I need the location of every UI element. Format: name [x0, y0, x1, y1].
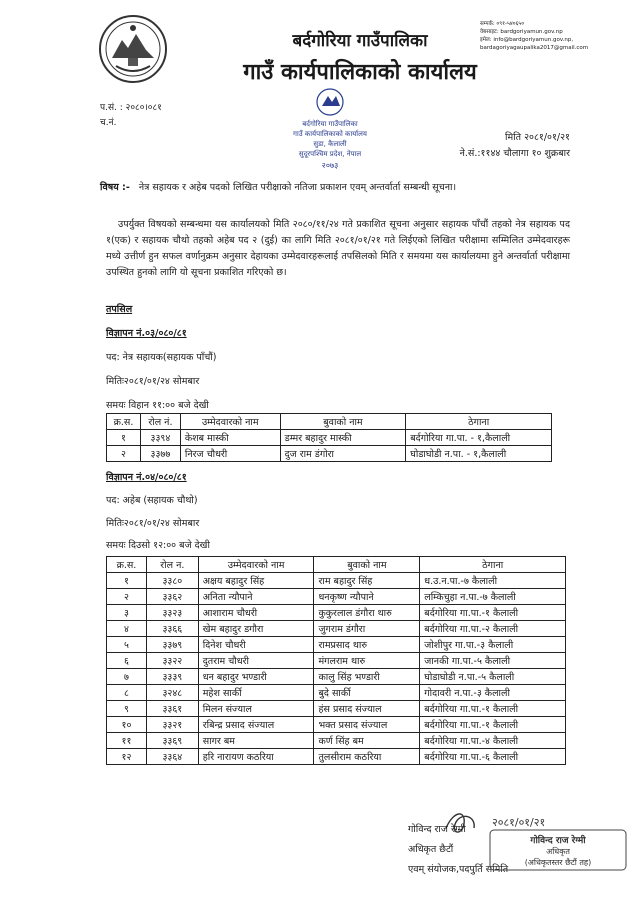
cell-sn: ७ [107, 669, 147, 685]
cell-name: दिनेश चौधरी [198, 637, 314, 653]
cell-roll: ३३३९ [146, 669, 198, 685]
cell-name: निरज चौधरी [180, 446, 280, 462]
stamp-year: २०७३ [321, 161, 339, 170]
table-row [107, 701, 566, 717]
cell-address: बर्दगोरिया गा.पा.-१ कैलाली [420, 605, 566, 621]
cell-address: बर्दगोरिया गा.पा.-६ कैलाली [420, 749, 566, 765]
contact-gmail: bardagoriyagaupalika2017@gmail.com [480, 45, 589, 51]
cell-sn: ३ [107, 605, 147, 621]
stamp-line2: गाउँ कार्यपालिकाको कार्यालय [293, 130, 367, 138]
cell-sn: ४ [107, 621, 147, 637]
section2-vigyapan: विज्ञापन नं.०४/०८०/८१ [106, 472, 187, 483]
cell-address: लम्किचुहा न.पा.-७ कैलाली [420, 589, 566, 605]
cell-father: डम्मर बहादुर मास्की [280, 430, 406, 446]
table-header-row [107, 557, 566, 573]
cell-roll: ३३७९ [146, 637, 198, 653]
cell-father: जुगराम डंगौरा [314, 621, 420, 637]
col-father: बुवाको नाम [314, 557, 420, 573]
cell-name: अनिता न्यौपाने [198, 589, 314, 605]
nepal-emblem-logo [98, 14, 168, 84]
cell-sn: ८ [107, 685, 147, 701]
cell-sn: १० [107, 717, 147, 733]
table-row [107, 653, 566, 669]
subject-text: नेत्र सहायक र अहेब पदको लिखित परीक्षाको नतिजा प्रकाशन एवम् अन्तर्वार्ता सम्बन्धी सूचना। [138, 182, 457, 193]
table-row [107, 749, 566, 765]
col-roll: रोल नं. [140, 414, 180, 430]
signatory-post: अधिकृत छैटौं [408, 844, 454, 855]
table-row [107, 446, 552, 462]
cell-roll: ३३६१ [146, 701, 198, 717]
cell-name: रबिन्द्र प्रसाद संज्याल [198, 717, 314, 733]
cell-roll: ३३२१ [146, 717, 198, 733]
stamp-line1: बर्दगोरिया गाउँपालिका [302, 120, 358, 128]
handwritten-date: २०८१/०१/२१ [492, 816, 546, 829]
date: मिति २०८१/०१/२१ [505, 132, 570, 143]
contact-phone: सम्पर्क: ०९१-५४०६५० [480, 21, 525, 27]
cell-address: ध.उ.न.पा.-७ कैलाली [420, 573, 566, 589]
cell-father: धनकृष्ण न्यौपाने [314, 589, 420, 605]
cell-sn: ५ [107, 637, 147, 653]
stamp-level: (अधिकृतस्तर छैटौं तह) [524, 858, 592, 867]
cell-father: भक्त प्रसाद संज्याल [314, 717, 420, 733]
cell-father: हंस प्रसाद संज्याल [314, 701, 420, 717]
table-row [107, 717, 566, 733]
stamp-line3: सुडा, कैलाली [313, 140, 347, 148]
section1-vigyapan: विज्ञापन नं.०३/०८०/८१ [106, 328, 187, 339]
cell-roll: ३३६९ [146, 733, 198, 749]
cell-roll: ३३६४ [146, 749, 198, 765]
cell-roll: ३३६६ [146, 621, 198, 637]
org-line2: गाउँ कार्यपालिकाको कार्यालय [243, 60, 477, 85]
cell-roll: ३३२३ [146, 605, 198, 621]
signatory-stamp [460, 828, 630, 874]
cell-sn: १ [107, 573, 147, 589]
cell-address: बर्दगोरिया गा.पा.-१ कैलाली [420, 717, 566, 733]
cell-father: रामप्रसाद थारु [314, 637, 420, 653]
table-row [107, 605, 566, 621]
col-address: ठेगाना [420, 557, 566, 573]
table-row [107, 589, 566, 605]
cell-roll: ३३८० [146, 573, 198, 589]
cell-address: गोदावरी न.पा.-३ कैलाली [420, 685, 566, 701]
table-row [107, 430, 552, 446]
cell-name: हरि नारायण कठरिया [198, 749, 314, 765]
col-sn: क्र.स. [107, 414, 141, 430]
stamp-name: गोविन्द राज रेग्मी [530, 836, 586, 846]
cell-sn: २ [107, 446, 141, 462]
cell-roll: ३३९४ [140, 430, 180, 446]
cell-father: बुदे सार्की [314, 685, 420, 701]
section1-table [106, 413, 552, 462]
col-roll: रोल न. [146, 557, 198, 573]
section2-pad: पद: अहेब (सहायक चौथो) [106, 495, 198, 506]
office-stamp [280, 86, 380, 178]
stamp-post: अधिकृत [546, 847, 570, 856]
signatory-role: एवम् संयोजक,पदपुर्ति समिति [408, 864, 509, 875]
cell-address: बर्दगोरिया गा.पा.-४ कैलाली [420, 733, 566, 749]
subject-label: विषय :- [100, 182, 130, 193]
cell-name: मिलन संज्याल [198, 701, 314, 717]
cell-sn: १२ [107, 749, 147, 765]
cell-father: मंगलराम थारु [314, 653, 420, 669]
cell-name: अक्षय बहादुर सिंह [198, 573, 314, 589]
table-row [107, 621, 566, 637]
section1-samay: समयः विहान ११:०० बजे देखी [106, 400, 209, 411]
col-name: उम्मेदवारको नाम [180, 414, 280, 430]
section1-pad: पद: नेत्र सहायक(सहायक पाँचौं) [106, 352, 217, 363]
cell-father: राम बहादुर सिंह [314, 573, 420, 589]
cell-roll: ३२४८ [146, 685, 198, 701]
cell-name: दुतराम चौधरी [198, 653, 314, 669]
cell-sn: ११ [107, 733, 147, 749]
col-father: बुवाको नाम [280, 414, 406, 430]
cell-sn: ६ [107, 653, 147, 669]
table-row [107, 669, 566, 685]
cell-name: सागर बम [198, 733, 314, 749]
cell-address: घोडाघोडी न.पा. - १,कैलाली [406, 446, 552, 462]
body-text: उपर्युक्त विषयको सम्बन्धमा यस कार्यालयको मिति २०८०/११/२४ गते प्रकाशित सूचना अनुसार सहायक पाँचौं तहको नेत्र सहायक पद १(एक) र सहायक चौथो तहको अहेब पद २ (दुई) का लागि मिति २०८१/०१/२१ गते लिईएको लिखित परीक्षामा सम्मिलित उम्मेदवारहरू मध्ये उत्तीर्ण हुन सफल वर्णानुक्रम अनुसार देहायका उम्मेदवारहरूलाई तपसिलको मिति र समयमा यस कार्यालयमा हुने अन्तर्वार्ता परीक्षामा उपस्थित हुनको लागि यो सूचना प्रकाशित गरिएको छ। [106, 219, 570, 278]
table-row [107, 685, 566, 701]
cell-name: महेश सार्की [198, 685, 314, 701]
body-paragraph [106, 217, 570, 281]
cell-roll: ३३२२ [146, 653, 198, 669]
cell-father: दुज राम डंगोरा [280, 446, 406, 462]
subject-line [100, 180, 620, 193]
col-name: उम्मेदवारको नाम [198, 557, 314, 573]
cell-address: बर्दगोरिया गा.पा. - १,कैलाली [406, 430, 552, 446]
section2-table [106, 556, 566, 765]
table-row [107, 573, 566, 589]
table-row [107, 637, 566, 653]
contact-block [480, 20, 640, 52]
cell-roll: ३३७७ [140, 446, 180, 462]
stamp-line4: सुदूरपश्चिम प्रदेश, नेपाल [298, 150, 362, 158]
contact-email: इमेल: info@bardgoriyamun.gov.np, [480, 37, 574, 43]
col-address: ठेगाना [406, 414, 552, 430]
nepal-sambat-date: ने.सं.:११४४ चौलागा १० शुक्रबार [459, 148, 570, 159]
table-header-row [107, 414, 552, 430]
cell-address: घोडाघोडी न.पा.-५ कैलाली [420, 669, 566, 685]
tapsil-heading: तपसिल [106, 304, 133, 315]
section1-miti: मितिः२०८१/०१/२४ सोमबार [106, 376, 200, 387]
cell-address: बर्दगोरिया गा.पा.-२ कैलाली [420, 621, 566, 637]
section2-samay: समयः दिउसो १२:०० बजे देखी [106, 540, 210, 551]
table-row [107, 733, 566, 749]
cell-address: बर्दगोरिया गा.पा.-१ कैलाली [420, 701, 566, 717]
cell-father: तुलसीराम कठरिया [314, 749, 420, 765]
section2-miti: मितिः२०८१/०१/२४ सोमबार [106, 518, 200, 529]
cell-name: धन बहादुर भण्डारी [198, 669, 314, 685]
cell-roll: ३३६२ [146, 589, 198, 605]
signatory-name: गोविन्द राज रेग्मी [408, 824, 466, 835]
cell-father: कुकुरलाल डंगौरा थारु [314, 605, 420, 621]
reference-number: प.सं. : २०८०।०८१ [100, 103, 162, 113]
dispatch-number: च.नं. [100, 118, 117, 128]
cell-address: जानकी गा.पा.-५ कैलाली [420, 653, 566, 669]
cell-name: केशब मास्की [180, 430, 280, 446]
cell-father: कालु सिंह भण्डारी [314, 669, 420, 685]
cell-name: खेम बहादुर डगौरा [198, 621, 314, 637]
org-line1: बर्दगोरिया गाउँपालिका [292, 31, 428, 51]
cell-sn: ९ [107, 701, 147, 717]
cell-sn: २ [107, 589, 147, 605]
cell-sn: १ [107, 430, 141, 446]
contact-website: वेबसाइट: bardgoriyamun.gov.np [480, 29, 563, 35]
cell-name: आशाराम चौधरी [198, 605, 314, 621]
cell-father: कर्ण सिंह बम [314, 733, 420, 749]
cell-address: जोशीपुर गा.पा.-३ कैलाली [420, 637, 566, 653]
col-sn: क्र.स. [107, 557, 147, 573]
